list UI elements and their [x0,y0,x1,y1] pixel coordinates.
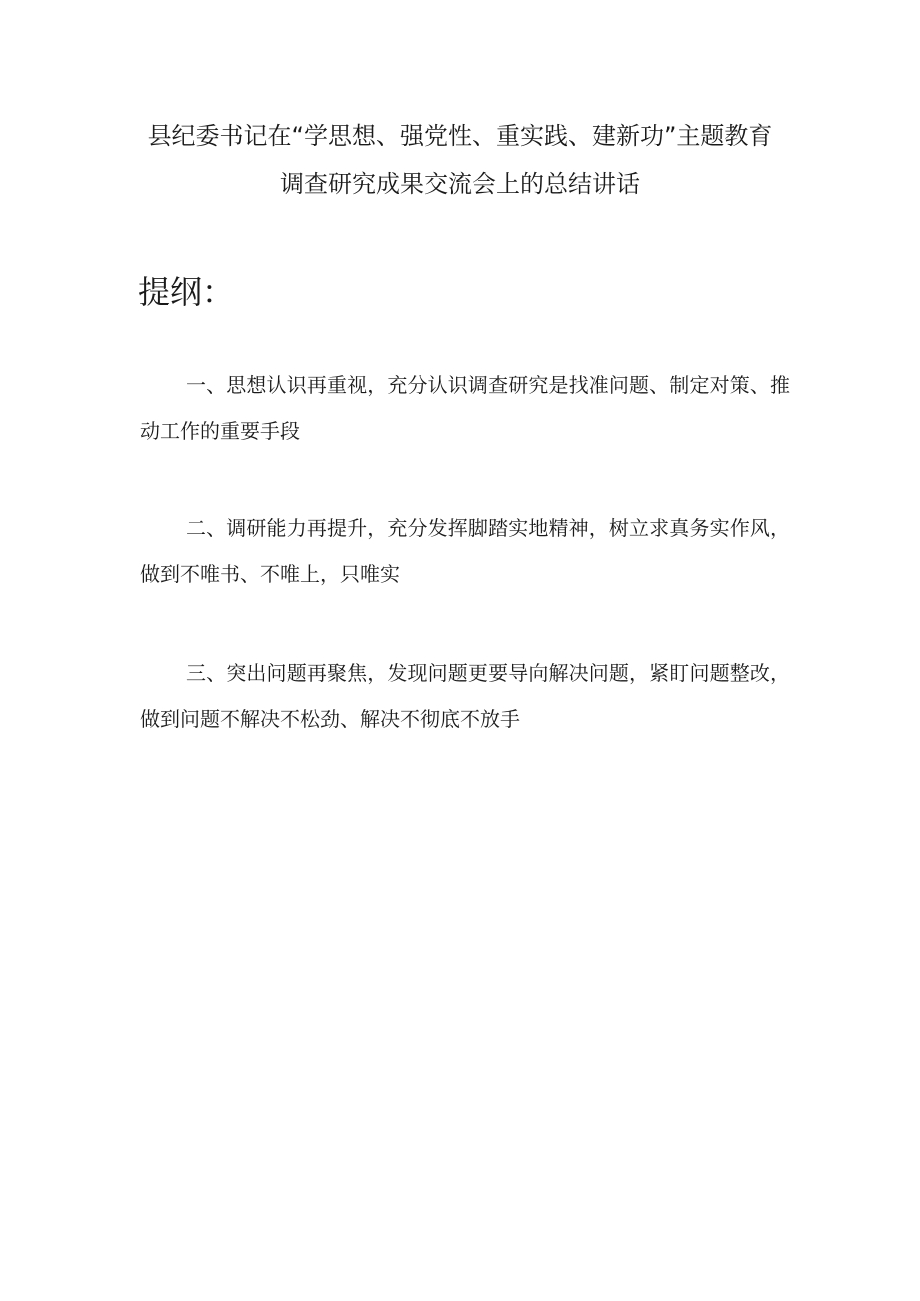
outline-heading: 提纲： [138,273,235,311]
document-title: 县纪委书记在“学思想、强党性、重实践、建新功”主题教育调查研究成果交流会上的总结讲话 [147,122,773,198]
outline-item-1: 一、思想认识再重视，充分认识调查研究是找准问题、制定对策、推动工作的重要手段 [140,373,790,443]
outline-item-3: 三、突出问题再聚焦，发现问题更要导向解决问题，紧盯问题整改，做到问题不解决不松劲、解决不彻底不放手 [140,661,790,731]
outline-item-2: 二、调研能力再提升，充分发挥脚踏实地精神，树立求真务实作风，做到不唯书、不唯上，只唯实 [140,516,790,586]
